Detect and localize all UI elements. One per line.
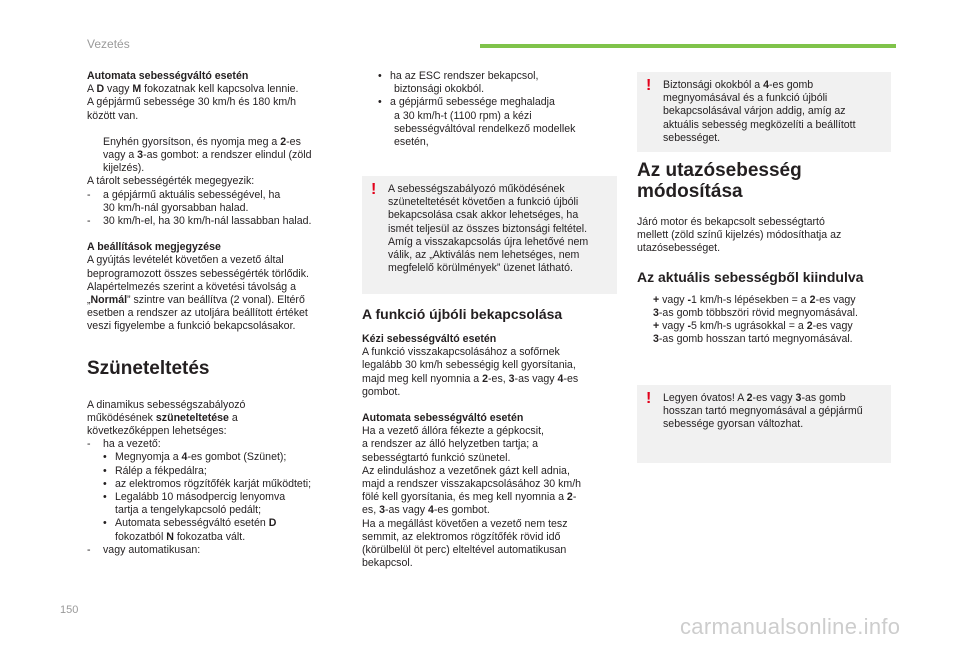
auto-pause-item: • a gépjármű sebessége meghaladja: [378, 96, 555, 109]
modify-heading: Az utazósebesség módosítása: [637, 160, 802, 202]
gear-sign-icon: [637, 320, 653, 333]
middle-column-lower: A funkció újbóli bekapcsolása Kézi sebességváltó esetén A funkció visszakapcsolásához a sofőrnek legalább 30 km/h sebességig kell gyorsítania, majd meg kell nyomnia a 2-es, 3-as vagy 4-es gombot. Automata sebességváltó esetén Ha a vezető állóra fékezte a gépkocsit, a rendszer az álló helyzetben tartja; a sebességtartó funkció szünetel. Az elinduláshoz a vezetőnek gázt kell adnia, majd a rendszer visszakapcsolásához 30 km/h fölé kell gyorsítania, és meg kell nyomnia a 2- es, 3-as vagy 4-es gombot. Ha a megállást követően a vezető nem tesz semmit, az elektromos rögzítőfék rövid idő (körülbelül öt perc) elteltével automatikusan bekapcsol.: [362, 305, 617, 570]
stored-intro: A tárolt sebességérték megegyezik:: [87, 175, 255, 188]
adjust-step-1: + vagy -1 km/h-s lépésekben = a 2-es vagy: [637, 294, 897, 307]
left-column: Automata sebességváltó esetén A D vagy M fokozatnak kell kapcsolva lennie. A gépjármű sebessége 30 km/h és 180 km/h között van. Enyhén gyorsítson, és nyomja meg a 2-es vagy a 3-as gombot: a rendszer elindul (zöld kijelzés). A tárolt sebességérték megegyezik: - a gépjármű aktuális sebességével, ha 30 km/h-nál gyorsabban halad. - 30 km/h-el, ha 30 km/h-nál lassabban halad. A beállítások megjegyzése A gyújtás levételét követően a vezető által beprogramozott összes sebességérték törlődik. Alapértelmezés szerint a követési távolság a „Normál” szintre van beállítva (2 vonal). Eltérő esetben a rendszer az utoljára beállított értéket veszi figyelembe a funkció bekapcsolásakor. Szüneteltetés A dinamikus sebességszabályozó működésének szüneteltetése a következőképpen lehetséges: - ha a vezető: • Megnyomja a 4-es gombot (Szünet); • Rálép a fékpedálra; • az elektromos rögzítőfék karját működteti; • Legalább 10 másodpercig lenyomva tartja a tengelykapcsoló pedált; • Automata sebességváltó esetén D fokozatból N fokozatba vált. - vagy automatikusan:: [87, 70, 357, 557]
header-accent-bar: [480, 44, 896, 48]
warning-box-pause: ! A sebességszabályozó működésének szüneteltetését követően a funkció újbóli bekapcsolása csak akkor lehetséges, ha ismét teljesül az összes biztonsági feltétel. Amíg a visszakapcsolás újra lehetővé nem válik, az „Aktiválás nem lehetséges, nem megfelelő körülmények” üzenet látható.: [362, 176, 617, 294]
warning-box-safety: ! Biztonsági okokból a 4-es gomb megnyomásával és a funkció újbóli bekapcsolásával várjon addig, amíg az aktuális sebesség megközelíti a beállított sebességet.: [637, 72, 891, 152]
pause-item: • Legalább 10 másodpercig lenyomva: [103, 491, 286, 504]
current-speed-heading: Az aktuális sebességből kiindulva: [637, 268, 864, 285]
pause-item: • Automata sebességváltó esetén D: [103, 517, 277, 530]
pause-item: • az elektromos rögzítőfék karját működteti;: [103, 477, 312, 490]
middle-column: • ha az ESC rendszer bekapcsol, biztonsági okokból. • a gépjármű sebessége meghaladja a 30 km/h-t (1100 rpm) a kézi sebességváltóval rendelkező modellek esetén,: [362, 70, 617, 149]
warning-icon: !: [646, 390, 652, 407]
step-1: Enyhén gyorsítson, és nyomja meg a 2-es: [87, 136, 357, 149]
warning-box-caution: ! Legyen óvatos! A 2-es vagy 3-as gomb hosszan tartó megnyomásával a gépjármű sebessége gyorsan változhat.: [637, 385, 891, 463]
adjust-step-2: + vagy -5 km/h-s ugrásokkal = a 2-es vagy: [637, 320, 897, 333]
gear-sign-icon: [87, 136, 103, 149]
auto-line-1: A D vagy M fokozatnak kell kapcsolva lennie.: [87, 83, 299, 96]
settings-title: A beállítások megjegyzése: [87, 241, 221, 254]
pause-heading: Szüneteltetés: [87, 357, 210, 379]
right-column: Az utazósebesség módosítása Járó motor és bekapcsolt sebességtartó mellett (zöld színű kijelzés) módosíthatja az utazósebességet. Az aktuális sebességből kiindulva + vagy -1 km/h-s lépésekben = a 2-es vagy 3-as gomb többszöri rövid megnyomásával. + vagy -5 km/h-s ugrásokkal = a 2-es vagy 3-as gomb hosszan tartó megnyomásával.: [637, 160, 897, 346]
reactivate-heading: A funkció újbóli bekapcsolása: [362, 306, 563, 322]
pause-item: • Megnyomja a 4-es gombot (Szünet);: [103, 451, 287, 464]
gear-sign-icon: [637, 294, 653, 307]
page-number: 150: [60, 604, 79, 616]
auto-line-2: A gépjármű sebessége 30 km/h és 180 km/h: [87, 96, 297, 109]
section-title: Vezetés: [87, 37, 130, 51]
auto-line-3: között van.: [87, 109, 139, 122]
auto-gearbox-title: Automata sebességváltó esetén: [87, 70, 249, 82]
pause-item: • Rálép a fékpedálra;: [103, 464, 207, 477]
watermark: carmanualsonline.info: [680, 614, 901, 639]
auto-pause-item: • ha az ESC rendszer bekapcsol,: [378, 70, 539, 82]
warning-icon: !: [371, 181, 377, 198]
warning-icon: !: [646, 77, 652, 94]
